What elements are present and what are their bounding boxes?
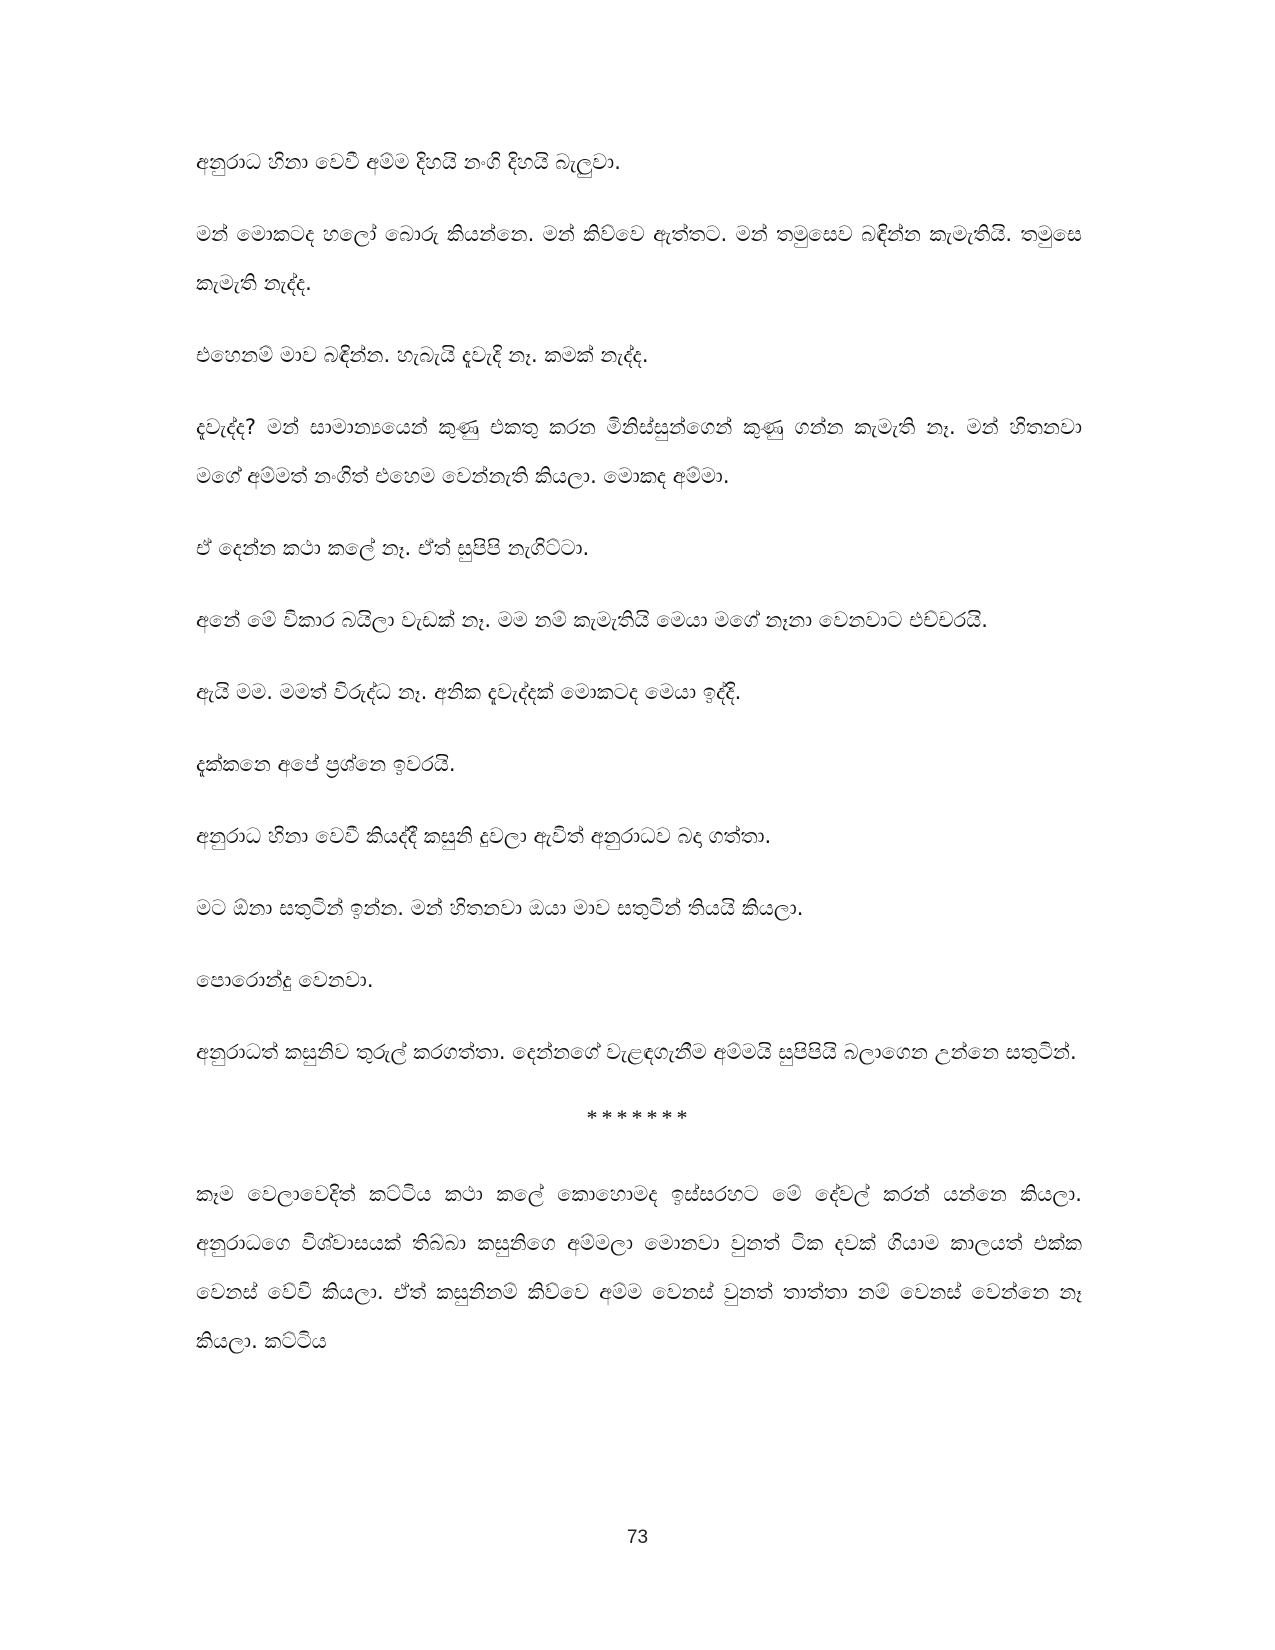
paragraph-10: මට ඕනා සතුටින් ඉන්න. මන් හිතනවා ඔයා මාව සතුටින් තියයි කියලා. (196, 896, 804, 920)
paragraph-11: පොරොන්දු වෙනවා. (196, 968, 374, 992)
paragraph-1: අනුරාධ හිනා වෙවී අම්ම දිහයි නංගි දිහයි බැලුවා. (196, 150, 621, 174)
paragraph-4: දැවැද්ද? මන් සාමාන්‍යයෙන් කුණු එකතු කරන මිනිස්සුන්ගෙන් කුණු ගන්න කැමැති නෑ. මන් හිතනවා මගේ අම්මත් නංගිත් එහෙම වෙන්නැති කියලා. මොකද අම්මා. (196, 415, 1082, 488)
paragraph-2: මන් මොකටද හලෝ බොරු කියන්නෙ. මන් කිව්වෙ ඇත්තට. මන් තමුසෙව බඳින්න කැමැතියි. තමුසෙ කැමැති නැද්ද. (196, 222, 1082, 295)
page-number: 73 (626, 1527, 649, 1548)
paragraph-3: එහෙනම් මාව බඳින්න. හැබැයි දැවැදි නෑ. කමක් නැද්ද. (196, 343, 649, 367)
paragraph-6: අනේ මේ විකාර බයිලා වැඩක් නෑ. මම නම් කැමැතියි මෙයා මගේ නෑනා වෙනවාට එච්චරයි. (196, 608, 988, 632)
section-separator: ******* (586, 1105, 692, 1130)
paragraph-8: දැක්කනෙ අපේ ප්‍රශ්නෙ ඉවරයි. (196, 752, 456, 776)
paragraph-12: අනුරාධත් කසුනිව තුරුල් කරගත්තා. දෙන්නගේ වැළඳගැනීම අම්මයි සුපිපියි බලාගෙන උන්නෙ සතුටින්. (196, 1040, 1077, 1064)
paragraph-5: ඒ දෙන්න කථා කලේ නෑ. ඒත් සුපිපි නැගිට්ටා. (196, 536, 590, 560)
paragraph-7: ඇයි මම. මමත් විරුද්ධ නෑ. අනික දැවැද්දක් මොකටද මෙයා ඉද්දි. (196, 680, 742, 704)
paragraph-9: අනුරාධ හිනා වෙවී කියද්දී කසුනි දුවලා ඇවිත් අනුරාධව බදා ගත්තා. (196, 824, 772, 848)
body-text (196, 138, 1082, 1389)
closing-paragraph: කෑම වෙලාවෙදිත් කට්ටිය කථා කලේ කොහොමද ඉස්සරහට මේ දේවල් කරන් යන්නෙ කියලා. අනුරාධගෙ විශ්වාසයක් තිබ්බා කසුනිගෙ අම්මලා මොනවා වුනත් ටික දවක් ගියාම කාලයත් එක්ක වෙනස් වේවි කියලා. ඒත් කසුනිනම් කිව්වෙ අම්ම වෙනස් වුනත් තාත්තා නම් වෙනස් වෙන්නෙ නෑ කියලා. කට්ටිය (196, 1182, 1082, 1353)
